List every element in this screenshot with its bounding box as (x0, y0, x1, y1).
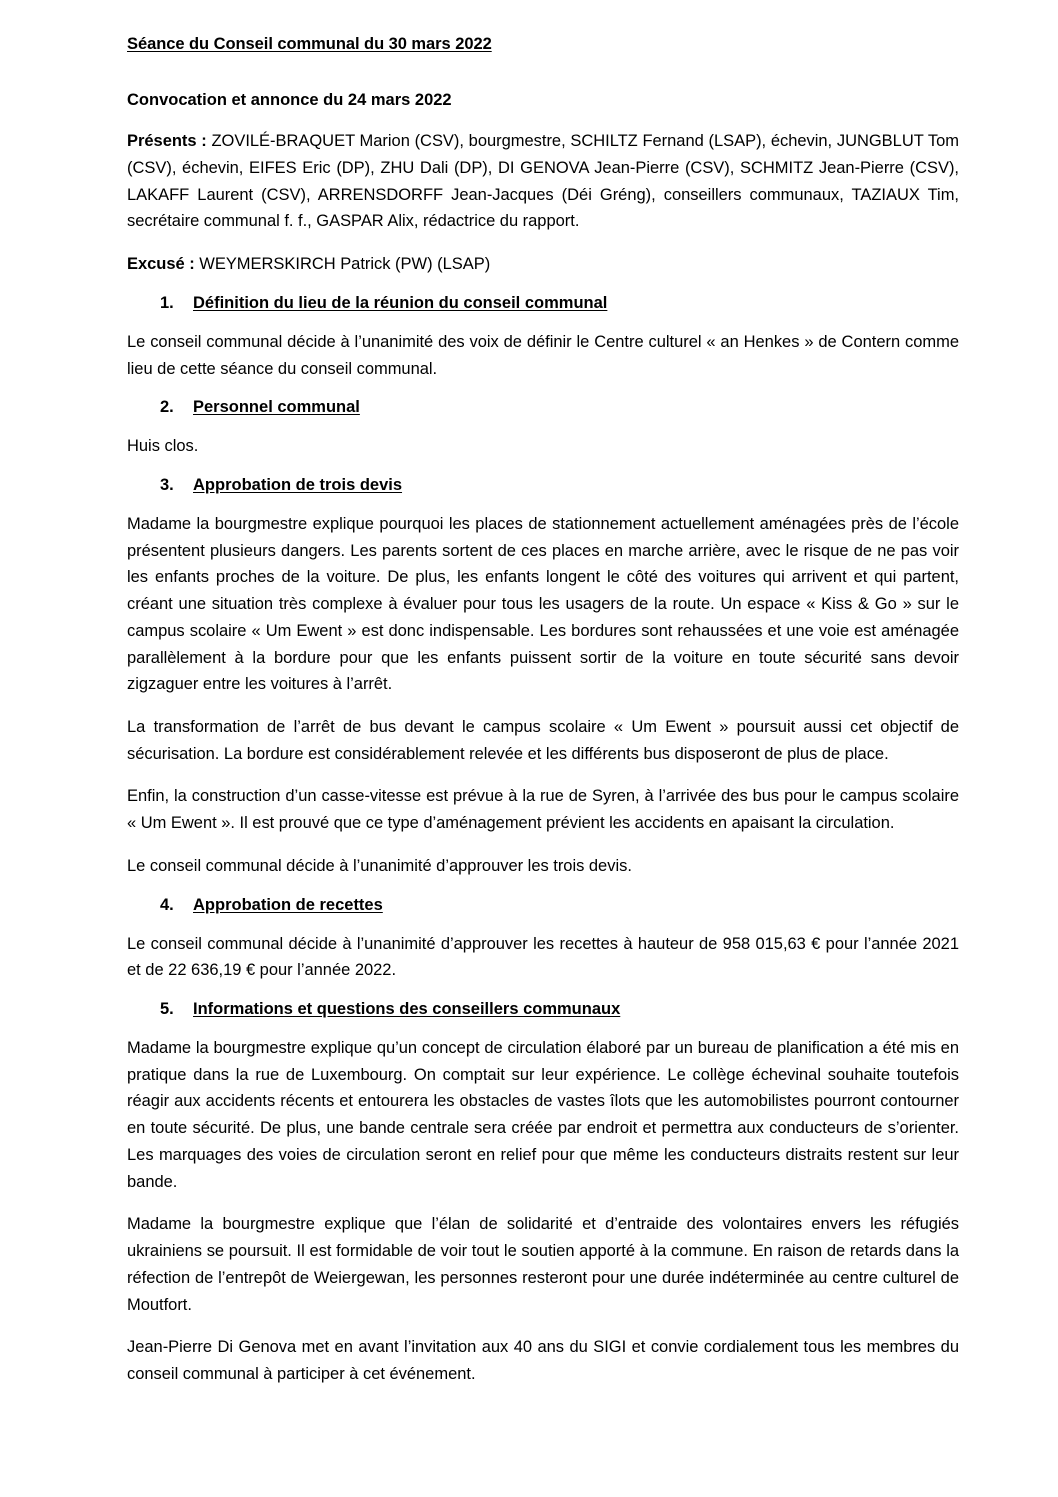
section-title-4: Approbation de recettes (193, 895, 383, 914)
excused-label: Excusé : (127, 255, 195, 274)
excused-text: WEYMERSKIRCH Patrick (PW) (LSAP) (194, 255, 491, 274)
page-title: Séance du Conseil communal du 30 mars 2022 (127, 35, 492, 53)
section-title-3: Approbation de trois devis (193, 475, 403, 494)
section-heading-1 (127, 294, 959, 313)
section-1-paragraph-1: Le conseil communal décide à l’unanimité des voix de définir le Centre culturel « an Henkes » de Contern comme lieu de cette séance du conseil communal. (127, 332, 959, 378)
section-5-paragraph-2: Madame la bourgmestre explique que l’élan de solidarité et d’entraide des volontaires envers les réfugiés ukrainiens se poursuit. Il est formidable de voir tout le soutien apporté à la commune. En raison de retards dans la réfection de l’entrepôt de Weiergewan, les personnes resteront pour une durée indéterminée au centre culturel de Moutfort. (127, 1215, 959, 1314)
section-number-3: 3. (160, 475, 174, 494)
section-title-1: Définition du lieu de la réunion du conseil communal (193, 293, 608, 312)
section-number-4: 4. (160, 895, 174, 914)
document-subtitle: Convocation et annonce du 24 mars 2022 (127, 91, 452, 110)
section-2-paragraph-1: Huis clos. (127, 437, 199, 456)
section-title-2: Personnel communal (193, 398, 360, 417)
section-heading-2 (127, 398, 959, 417)
present-text: ZOVILÉ-BRAQUET Marion (CSV), bourgmestre, SCHILTZ Fernand (LSAP), échevin, JUNGBLUT Tom (CSV), échevin, EIFES Eric (DP), ZHU Dali (DP), DI GENOVA Jean-Pierre (CSV), SCHMITZ Jean-Pierre (CSV), LAKAFF Laurent (CSV), ARRENSDORFF Jean-Jacques (Déi Gréng), conseillers communaux, TAZIAUX Tim, secrétaire communal f. f., GASPAR Alix, rédactrice du rapport. (127, 132, 960, 231)
section-4-paragraph-1: Le conseil communal décide à l’unanimité d’approuver les recettes à hauteur de 958 015,63 € pour l’année 2021 et de 22 636,19 € pour l’année 2022. (127, 934, 959, 980)
section-heading-4 (127, 896, 959, 915)
section-3-paragraph-2: La transformation de l’arrêt de bus devant le campus scolaire « Um Ewent » poursuit aussi cet objectif de sécurisation. La bordure est considérablement relevée et les différents bus disposeront de plus de place. (127, 718, 959, 763)
present-label: Présents : (127, 132, 207, 151)
section-heading-3 (127, 476, 959, 495)
section-3-paragraph-4: Le conseil communal décide à l’unanimité d’approuver les trois devis. (127, 856, 632, 875)
section-number-2: 2. (160, 398, 174, 417)
section-heading-5 (127, 1000, 959, 1019)
section-3-paragraph-1: Madame la bourgmestre explique pourquoi les places de stationnement actuellement aménagées près de l’école présentent plusieurs dangers. Les parents sortent de ces places en marche arrière, avec le risque de ne pas voir les enfants proches de la voiture. De plus, les enfants longent le côté des voitures qui arrivent et qui partent, créant une situation très complexe à évaluer pour tous les usagers de la route. Un espace « Kiss & Go » sur le campus scolaire « Um Ewent » est donc indispensable. Les bordures sont rehaussées et une voie est aménagée parallèlement à la bordure pour que les enfants puissent sortir de la voiture en toute sécurité sans devoir zigzaguer entre les voitures à l’arrêt. (127, 514, 959, 694)
section-title-5: Informations et questions des conseillers communaux (193, 1000, 621, 1019)
section-5-paragraph-1: Madame la bourgmestre explique qu’un concept de circulation élaboré par un bureau de planification a été mis en pratique dans la rue de Luxembourg. On comptait sur leur expérience. Le collège échevinal souhaite toutefois réagir aux accidents récents et entourera les obstacles de vastes îlots que les automobilistes pourront contourner en toute sécurité. De plus, une bande centrale sera créée par endroit et permettra aux conducteurs de s’orienter. Les marquages des voies de circulation seront en relief pour que même les conducteurs distraits restent sur leur bande. (127, 1039, 959, 1191)
section-number-5: 5. (160, 1000, 174, 1019)
document-body (127, 34, 959, 1388)
section-3-paragraph-3: Enfin, la construction d’un casse-vitesse est prévue à la rue de Syren, à l’arrivée des bus pour le campus scolaire « Um Ewent ». Il est prouvé que ce type d’aménagement prévient les accidents en apaisant la circulation. (127, 787, 959, 833)
attendance-present (127, 128, 959, 235)
section-number-1: 1. (160, 293, 174, 312)
document-title-wrapper (127, 34, 959, 73)
section-5-paragraph-3: Jean-Pierre Di Genova met en avant l’invitation aux 40 ans du SIGI et convie cordialement tous les membres du conseil communal à participer à cet événement. (127, 1338, 959, 1383)
attendance-excused (127, 251, 959, 278)
